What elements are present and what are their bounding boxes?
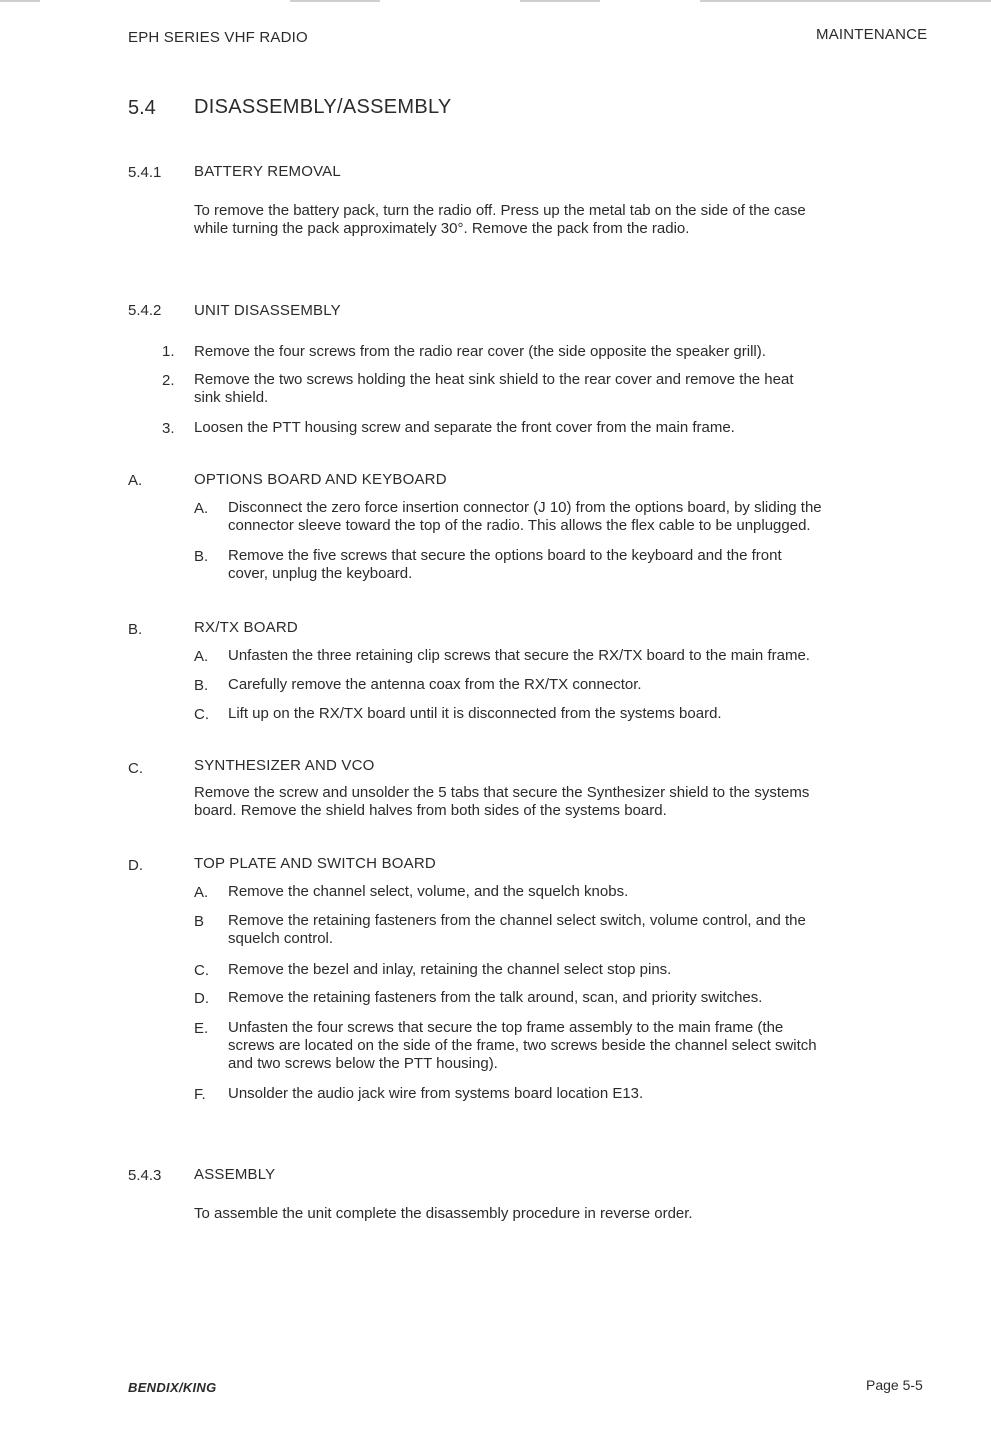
subsection-number: 5.4.3 xyxy=(128,1167,162,1184)
item-text: Remove the five screws that secure the options board to the keyboard and the front xyxy=(228,547,782,564)
running-header-left: EPH SERIES VHF RADIO xyxy=(128,29,308,46)
item-text: cover, unplug the keyboard. xyxy=(228,565,413,582)
part-label: D. xyxy=(128,857,143,874)
item-letter: E. xyxy=(194,1020,209,1037)
item-text: Unfasten the four screws that secure the top frame assembly to the main frame (the xyxy=(228,1019,784,1036)
footer-brand: BENDIX/KING xyxy=(128,1380,217,1395)
item-letter: A. xyxy=(194,648,209,665)
step-number: 1. xyxy=(162,343,175,360)
item-text: Remove the retaining fasteners from the talk around, scan, and priority switches. xyxy=(228,989,763,1006)
subsection-title: ASSEMBLY xyxy=(194,1166,276,1183)
item-letter: B. xyxy=(194,677,209,694)
item-text: Disconnect the zero force insertion connector (J 10) from the options board, by sliding the xyxy=(228,499,822,516)
section-title: DISASSEMBLY/ASSEMBLY xyxy=(194,96,452,118)
item-letter: A. xyxy=(194,884,209,901)
item-text: screws are located on the side of the frame, two screws beside the channel select switch xyxy=(228,1037,817,1054)
item-text: connector sleeve toward the top of the radio. This allows the flex cable to be unplugged. xyxy=(228,517,811,534)
item-letter: B. xyxy=(194,548,209,565)
item-letter: D. xyxy=(194,990,209,1007)
item-letter: C. xyxy=(194,706,209,723)
item-letter: B xyxy=(194,913,205,930)
step-number: 2. xyxy=(162,372,175,389)
part-title: TOP PLATE AND SWITCH BOARD xyxy=(194,855,436,872)
subsection-number: 5.4.2 xyxy=(128,302,162,319)
part-label: A. xyxy=(128,472,143,489)
step-text: Remove the four screws from the radio rear cover (the side opposite the speaker grill). xyxy=(194,343,766,360)
step-text: sink shield. xyxy=(194,389,269,406)
scan-artifact xyxy=(290,0,380,2)
step-text: Remove the two screws holding the heat sink shield to the rear cover and remove the heat xyxy=(194,371,794,388)
scan-artifact xyxy=(700,0,991,2)
part-text: board. Remove the shield halves from both sides of the systems board. xyxy=(194,802,667,819)
part-title: RX/TX BOARD xyxy=(194,619,298,636)
item-text: squelch control. xyxy=(228,930,334,947)
part-text: Remove the screw and unsolder the 5 tabs that secure the Synthesizer shield to the systems xyxy=(194,784,810,801)
item-text: Remove the retaining fasteners from the channel select switch, volume control, and the xyxy=(228,912,806,929)
item-text: Unfasten the three retaining clip screws that secure the RX/TX board to the main frame. xyxy=(228,647,810,664)
assembly-text: To assemble the unit complete the disassembly procedure in reverse order. xyxy=(194,1205,693,1222)
scan-artifact xyxy=(0,0,40,2)
item-text: Remove the channel select, volume, and the squelch knobs. xyxy=(228,883,629,900)
item-text: Carefully remove the antenna coax from the RX/TX connector. xyxy=(228,676,642,693)
item-text: Lift up on the RX/TX board until it is disconnected from the systems board. xyxy=(228,705,722,722)
battery-text-line: To remove the battery pack, turn the radio off. Press up the metal tab on the side of the case xyxy=(194,202,806,219)
item-text: Unsolder the audio jack wire from systems board location E13. xyxy=(228,1085,644,1102)
subsection-number: 5.4.1 xyxy=(128,164,162,181)
battery-text-line: while turning the pack approximately 30°. Remove the pack from the radio. xyxy=(194,220,690,237)
item-text: Remove the bezel and inlay, retaining the channel select stop pins. xyxy=(228,961,672,978)
subsection-title: UNIT DISASSEMBLY xyxy=(194,302,341,319)
step-number: 3. xyxy=(162,420,175,437)
section-number: 5.4 xyxy=(128,97,156,119)
item-letter: F. xyxy=(194,1086,206,1103)
subsection-title: BATTERY REMOVAL xyxy=(194,163,341,180)
step-text: Loosen the PTT housing screw and separate the front cover from the main frame. xyxy=(194,419,735,436)
item-letter: C. xyxy=(194,962,209,979)
part-label: C. xyxy=(128,760,143,777)
page-number: Page 5-5 xyxy=(866,1377,923,1393)
part-title: OPTIONS BOARD AND KEYBOARD xyxy=(194,471,447,488)
item-text: and two screws below the PTT housing). xyxy=(228,1055,498,1072)
running-header-right: MAINTENANCE xyxy=(816,26,928,43)
item-letter: A. xyxy=(194,500,209,517)
part-title: SYNTHESIZER AND VCO xyxy=(194,757,375,774)
part-label: B. xyxy=(128,621,143,638)
scan-artifact xyxy=(520,0,600,2)
